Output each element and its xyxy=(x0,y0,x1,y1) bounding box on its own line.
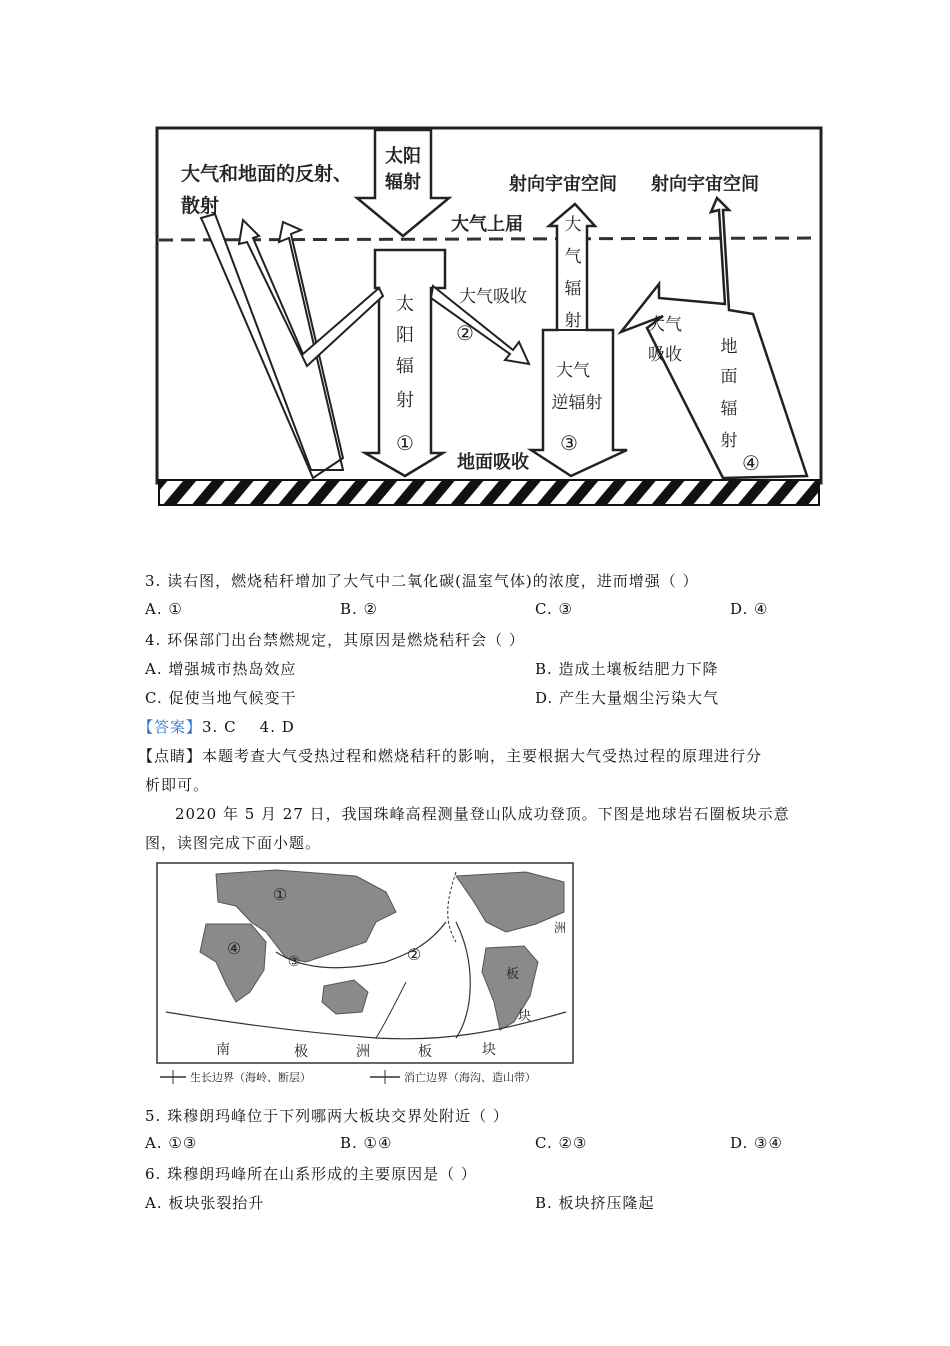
plate-num-3: ③ xyxy=(287,954,301,970)
dianjing-line-2: 析即可。 xyxy=(145,776,210,794)
sun-top-label-1: 太阳 xyxy=(385,146,421,167)
plate-map xyxy=(156,862,576,1090)
counter-label-1: 大气 xyxy=(556,361,590,381)
dianjing-line-1 xyxy=(138,745,762,766)
answer-text: 3. C 4. D xyxy=(202,718,295,736)
atmosphere-heat-svg xyxy=(143,118,833,523)
reflect-label: 大气和地面的反射、 xyxy=(181,163,353,185)
q4-option-c: C. 促使当地气候变干 xyxy=(145,689,297,707)
ground-rad-3: 辐 xyxy=(720,399,738,419)
sun-col-2: 阳 xyxy=(396,325,414,346)
south-plate-char-5: 块 xyxy=(482,1042,496,1058)
atmosphere-heat-diagram xyxy=(143,118,833,523)
atmosphere-radiation-arrow xyxy=(531,204,627,476)
america-plate-char-2: 板 xyxy=(506,967,520,982)
dianjing-tag: 【点睛】 xyxy=(138,747,203,765)
q4-option-a: A. 增强城市热岛效应 xyxy=(145,660,297,678)
q6-option-b: B. 板块挤压隆起 xyxy=(535,1194,655,1212)
question-4: 4. 环保部门出台禁燃规定，其原因是燃烧秸秆会（ ） xyxy=(145,631,525,649)
q3-option-b: B. ② xyxy=(340,600,379,618)
atm-absorb-top-label: 大气吸收 xyxy=(459,287,527,307)
sun-col-1: 太 xyxy=(396,294,414,315)
num-4: ④ xyxy=(742,451,760,475)
answer-tag: 【答案】 xyxy=(138,718,203,736)
q5-option-a: A. ①③ xyxy=(145,1134,198,1152)
intro-line-1: 2020 年 5 月 27 日，我国珠峰高程测量登山队成功登顶。下图是地球岩石圈板块示意 xyxy=(175,805,790,823)
plate-num-4: ④ xyxy=(226,939,242,958)
sun-col-4: 射 xyxy=(396,390,414,411)
answer-line xyxy=(138,716,295,737)
plate-num-2: ② xyxy=(406,945,422,964)
question-6: 6. 珠穆朗玛峰所在山系形成的主要原因是（ ） xyxy=(145,1165,477,1183)
america-plate-char-1: 洲 xyxy=(554,921,567,935)
atm-rad-2: 气 xyxy=(564,247,582,267)
ground-absorb-label: 地面吸收 xyxy=(457,452,529,473)
ground-rad-1: 地 xyxy=(720,337,738,357)
q4-option-b: B. 造成土壤板结肥力下降 xyxy=(535,660,719,678)
dianjing-text-1: 本题考查大气受热过程和燃烧秸秆的影响，主要根据大气受热过程的原理进行分 xyxy=(202,747,763,765)
ground-band xyxy=(159,480,819,505)
atm-rad-4: 射 xyxy=(564,311,582,331)
plate-num-1: ① xyxy=(272,885,288,904)
ground-rad-2: 面 xyxy=(720,367,738,387)
to-space-left-label: 射向宇宙空间 xyxy=(509,174,617,195)
question-3: 3. 读右图，燃烧秸秆增加了大气中二氧化碳(温室气体)的浓度，进而增强（ ） xyxy=(145,572,699,590)
south-plate-char-4: 板 xyxy=(418,1044,432,1060)
south-plate-char-1: 南 xyxy=(216,1042,230,1058)
num-2: ② xyxy=(456,321,474,345)
atm-rad-3: 辐 xyxy=(564,279,582,299)
q6-option-a: A. 板块张裂抬升 xyxy=(145,1194,265,1212)
counter-label-2: 逆辐射 xyxy=(551,393,603,413)
intro-line-2: 图，读图完成下面小题。 xyxy=(145,834,322,852)
america-plate-char-3: 块 xyxy=(518,1009,532,1024)
sun-col-3: 辐 xyxy=(396,356,414,377)
upper-atm-label: 大气上届 xyxy=(451,214,523,235)
scatter-label: 散射 xyxy=(181,195,220,217)
atm-absorb-2a: 大气 xyxy=(648,315,682,335)
sun-top-label-2: 辐射 xyxy=(385,172,421,193)
south-plate-char-3: 洲 xyxy=(356,1044,370,1060)
num-3: ③ xyxy=(560,431,578,455)
ground-rad-4: 射 xyxy=(720,431,738,451)
q5-option-d: D. ③④ xyxy=(730,1134,783,1152)
num-1: ① xyxy=(396,431,414,455)
q4-option-d: D. 产生大量烟尘污染大气 xyxy=(535,689,720,707)
q3-option-a: A. ① xyxy=(145,600,183,618)
q3-option-c: C. ③ xyxy=(535,600,573,618)
atm-rad-1: 大 xyxy=(564,215,582,235)
q5-option-c: C. ②③ xyxy=(535,1134,588,1152)
question-5: 5. 珠穆朗玛峰位于下列哪两大板块交界处附近（ ） xyxy=(145,1107,509,1125)
atm-absorb-2b: 吸收 xyxy=(648,345,682,365)
plate-map-svg xyxy=(156,862,576,1090)
q5-option-b: B. ①④ xyxy=(340,1134,393,1152)
legend-subduct-label: 消亡边界（海沟、造山带） xyxy=(404,1071,536,1084)
to-space-right-label: 射向宇宙空间 xyxy=(651,174,759,195)
legend-growth-label: 生长边界（海岭、断层） xyxy=(190,1071,311,1084)
q3-option-d: D. ④ xyxy=(730,600,769,618)
south-plate-char-2: 极 xyxy=(294,1044,308,1060)
